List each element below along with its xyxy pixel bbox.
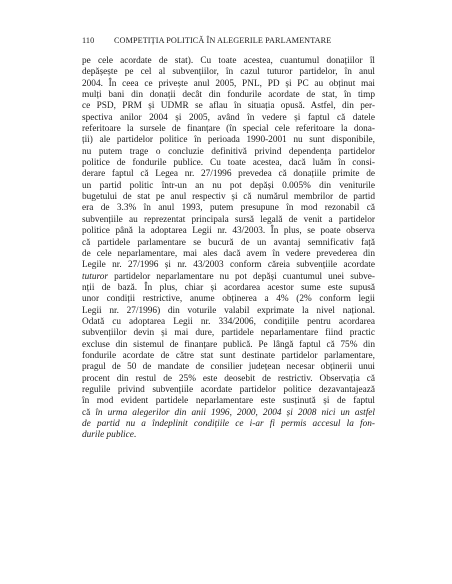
text-line: regulile privind subvențiile acordate partidelor politice dezavantajează <box>82 384 375 395</box>
text-line: politice de fondurile publice. Cu toate acestea, dacă luăm în consi- <box>82 158 375 169</box>
italic-text: durile publice <box>82 430 134 441</box>
text-line: referitoare la sursele de finanțare (în special cele referitoare la dona- <box>82 124 375 135</box>
text-line: politice până la adoptarea Legii nr. 43/2003. În plus, se poate observa <box>82 226 375 237</box>
text-line: Legile nr. 27/1996 și nr. 43/2003 conform căreia subvențiile acordate <box>82 260 375 271</box>
body-text <box>82 56 375 442</box>
text-line: Legii nr. 27/1996) din voturile valabil exprimate la nivel național. <box>82 305 375 316</box>
page-number: 110 <box>82 36 95 45</box>
text-line: pe cele acordate de stat). Cu toate acestea, cuantumul donațiilor îl <box>82 56 375 66</box>
text-line: era de 3.3% în anul 1993, putem presupune în mod rezonabil că <box>82 203 375 214</box>
italic-text: de partid nu a îndeplinit condițiile ce i-ar fi permis accesul la fon- <box>82 419 375 429</box>
text-line: tuturor partidelor neparlamentare nu pot depăși cuantumul unei subve- <box>82 271 375 282</box>
text-line: nu putem trage o concluzie definitivă privind dependența partidelor <box>82 146 375 157</box>
text-line: pragul de 50 de mandate de consilier județean necesar obținerii unui <box>82 362 375 373</box>
text-line: procent din restul de 25% este deosebit de restrictiv. Observația că <box>82 373 375 384</box>
text-line: spectiva anilor 2004 și 2005, având în vedere și faptul că datele <box>82 112 375 123</box>
text-line <box>82 419 375 430</box>
running-title: COMPETIȚIA POLITICĂ ÎN ALEGERILE PARLAMENTARE <box>114 36 332 45</box>
text-line: unor condiții restrictive, anume obținerea a 4% (2% conform legii <box>82 294 375 305</box>
text-line: ții) ale partidelor politice în perioada 1990-2001 nu sunt disponibile, <box>82 135 375 146</box>
text-line: derare faptul că Legea nr. 27/1996 prevedea că donațiile primite de <box>82 169 375 180</box>
italic-text: în urma alegerilor din anii 1996, 2000, 2004 și 2008 nici un astfel <box>95 407 375 418</box>
text-line: Odată cu adoptarea Legii nr. 334/2006, condițiile pentru acordarea <box>82 316 375 327</box>
text-line: subvențiile au reprezentat principala sursă legală de venit a partidelor <box>82 214 375 225</box>
text-line: ce PSD, PRM și UDMR se aflau în situația opusă. Astfel, din per- <box>82 101 375 112</box>
running-header <box>82 35 375 47</box>
text-line: fondurile acordate de către stat sunt destinate partidelor parlamentare, <box>82 350 375 361</box>
text-line: 2004. În ceea ce privește anul 2005, PNL, PD și PC au obținut mai <box>82 78 375 89</box>
text-line: că în urma alegerilor din anii 1996, 2000, 2004 și 2008 nici un astfel <box>82 407 375 418</box>
text-line: în mod evident partidele neparlamentare este susținută și de faptul <box>82 396 375 407</box>
text-line: depășește pe cel al subvențiilor, în cazul tuturor partidelor, în anul <box>82 67 375 78</box>
text-line: bugetului de stat pe anul respectiv și că numărul membrilor de partid <box>82 192 375 203</box>
text-line: nții de bază. În plus, chiar și acordarea acestor sume este supusă <box>82 282 375 293</box>
text-line: excluse din sistemul de finanțare publică. Pe lângă faptul că 75% din <box>82 339 375 350</box>
text-line: de cele neparlamentare, mai ales dacă avem în vedere prevederea din <box>82 248 375 259</box>
text-line: mulți bani din donații decât din fondurile acordate de stat, în timp <box>82 90 375 101</box>
text-line: durile publice. <box>82 430 137 441</box>
text-line: că partidele parlamentare se bucură de un avantaj semnificativ față <box>82 237 375 248</box>
text-line: un partid politic într-un an nu pot depăși 0.005% din veniturile <box>82 180 375 191</box>
italic-text: tuturor <box>82 271 109 282</box>
text-line: subvențiilor devin și mai dure, partidele neparlamentare fiind practic <box>82 328 375 339</box>
